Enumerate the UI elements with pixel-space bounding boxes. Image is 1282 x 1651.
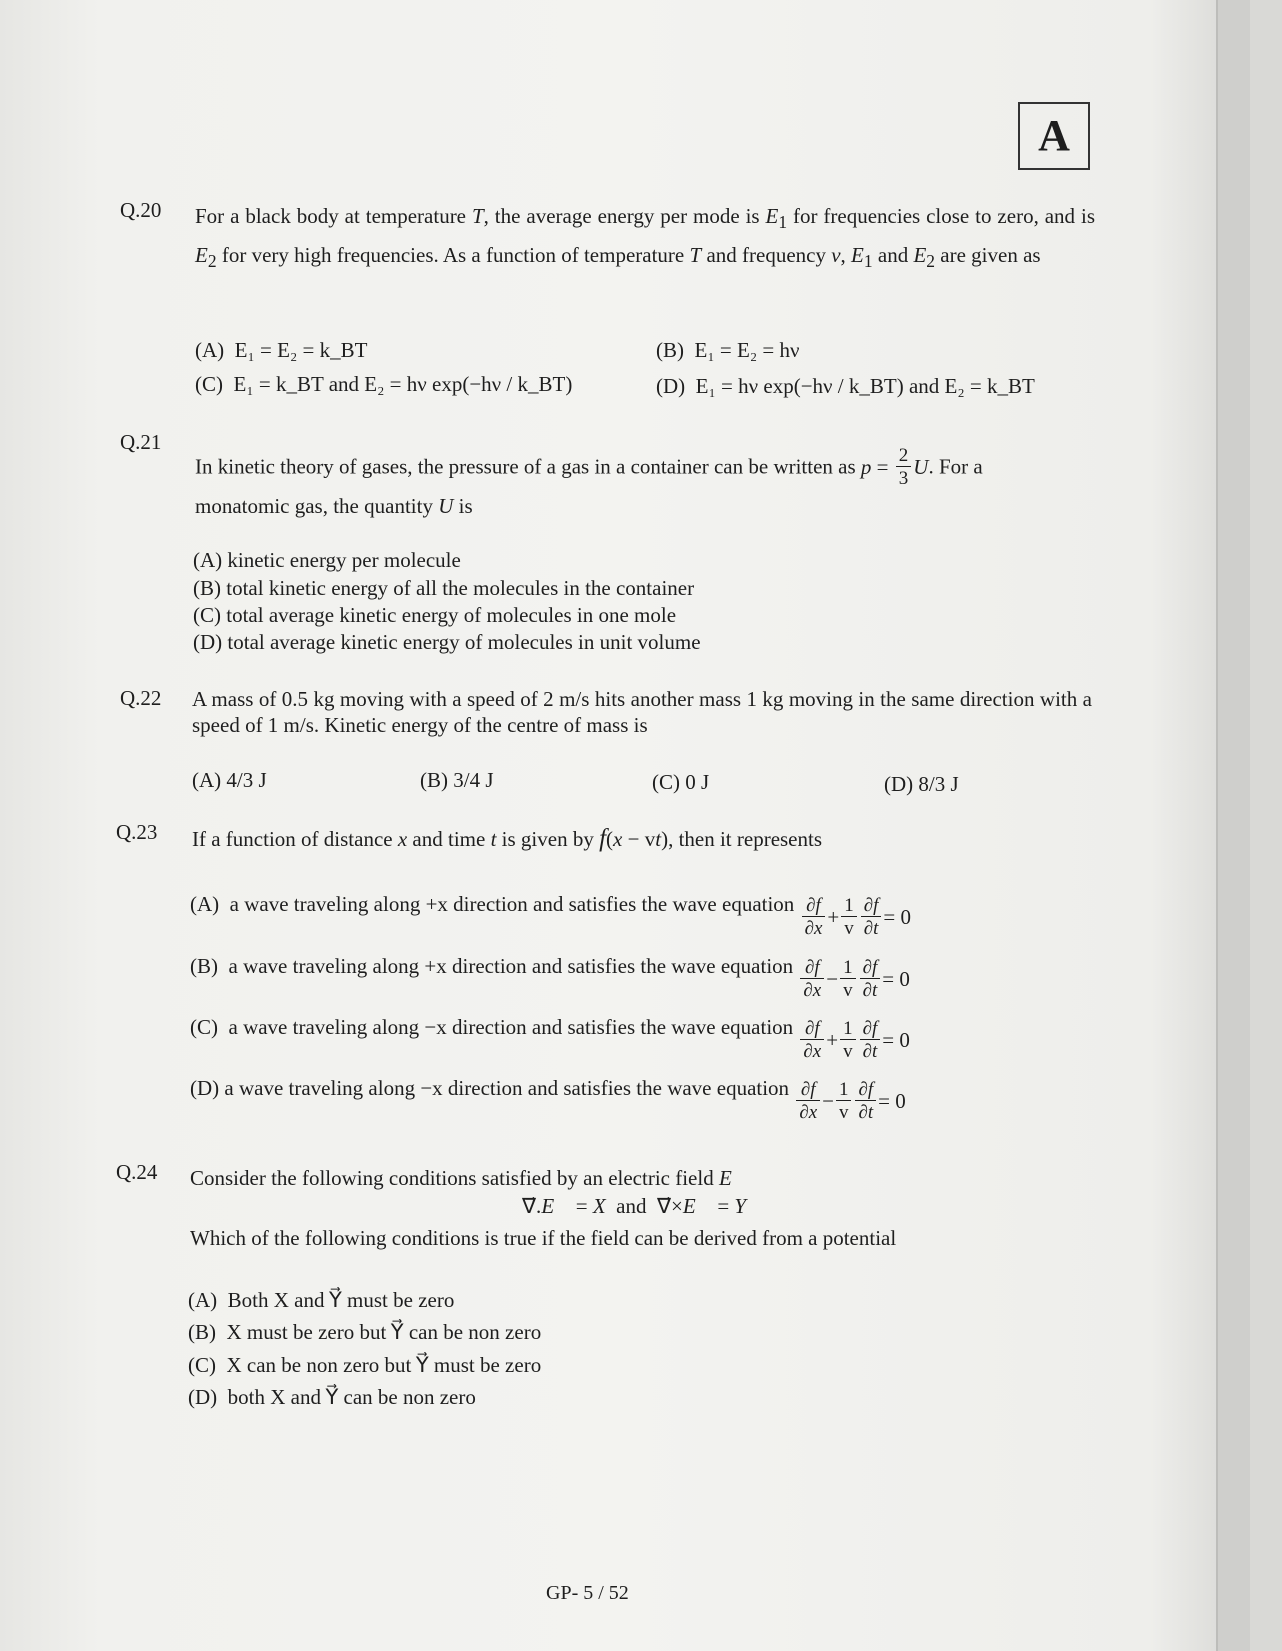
q21-option-a[interactable]: (A) kinetic energy per molecule <box>193 548 461 572</box>
question-21-stem: In kinetic theory of gases, the pressure of a gas in a container can be written as p = $\frac{2}{3}$ U . For a <box>195 445 983 489</box>
question-number-22: Q.22 <box>120 686 162 710</box>
q22-option-b[interactable]: (B) 3/4 J <box>420 768 494 792</box>
q23-option-a[interactable]: (A) a wave traveling along +x direction and satisfies the wave equation $\frac{\partial f}{\partial x}$ + $\frac{1}{v}$ $\frac{\partial f}{\partial t}$ = 0 <box>190 892 911 939</box>
q23-option-b[interactable]: (B) a wave traveling along +x direction and satisfies the wave equation $\frac{\partial f}{\partial x}$ − $\frac{1}{v}$ $\frac{\partial f}{\partial t}$ = 0 <box>190 954 910 1001</box>
q22-option-d[interactable]: (D) 8/3 J <box>884 772 959 796</box>
q20-option-d[interactable]: (D) E₁ = hν exp(−hν / k_BT) and E₂ = k_BT <box>656 374 1035 398</box>
page-edge <box>1216 0 1250 1651</box>
question-number-20: Q.20 <box>120 198 162 222</box>
q20-option-a[interactable]: (A) E₁ = E₂ = k_BT <box>195 338 368 362</box>
question-22-stem: A mass of 0.5 kg moving with a speed of 2 m/s hits another mass 1 kg moving in the same direction with a speed of 1 m/s. Kinetic energy of the centre of mass is <box>192 687 1092 737</box>
q20-option-c[interactable]: (C) E₁ = k_BT and E₂ = hν exp(−hν / k_BT) <box>195 372 573 396</box>
q21-option-d[interactable]: (D) total average kinetic energy of molecules in unit volume <box>193 630 701 654</box>
question-20-stem: For a black body at temperature T, the average energy per mode is $E_1$ for frequencies close to zero, and is $E_2$ for very high frequencies. As a function of temperature T and frequency ν, $E_1$ and $E_2$ are given as <box>195 204 1095 272</box>
question-number-23: Q.23 <box>116 820 158 844</box>
page-number-footer: GP- 5 / 52 <box>546 1582 629 1604</box>
q23-option-c[interactable]: (C) a wave traveling along −x direction and satisfies the wave equation $\frac{\partial f}{\partial x}$ + $\frac{1}{v}$ $\frac{\partial f}{\partial t}$ = 0 <box>190 1015 910 1062</box>
question-23-stem: If a function of distance x and time t is given by f(x − vt), then it represents <box>192 825 823 852</box>
q21-option-c[interactable]: (C) total average kinetic energy of molecules in one mole <box>193 603 677 627</box>
question-set-label: A <box>1018 102 1090 170</box>
question-24-stem: Consider the following conditions satisfied by an electric field E⃗ <box>190 1166 749 1190</box>
question-number-24: Q.24 <box>116 1160 158 1184</box>
q24-option-d[interactable]: (D) both X and Y⃗ can be non zero <box>188 1385 476 1409</box>
question-21-stem-line2: monatomic gas, the quantity U is <box>195 494 473 518</box>
q23-option-d[interactable]: (D) a wave traveling along −x direction and satisfies the wave equation $\frac{\partial f}{\partial x}$ − $\frac{1}{v}$ $\frac{\partial f}{\partial t}$ = 0 <box>190 1076 906 1123</box>
q22-option-c[interactable]: (C) 0 J <box>652 770 710 794</box>
question-24-condition: ∇⃗.E⃗ = X and ∇⃗×E⃗ = Y⃗ <box>522 1194 763 1218</box>
question-24-stem-line2: Which of the following conditions is true if the field can be derived from a potential <box>190 1226 897 1250</box>
q24-option-b[interactable]: (B) X must be zero but Y⃗ can be non zero <box>188 1320 542 1344</box>
q22-option-a[interactable]: (A) 4/3 J <box>192 768 267 792</box>
question-number-21: Q.21 <box>120 430 162 454</box>
q21-option-b[interactable]: (B) total kinetic energy of all the molecules in the container <box>193 576 695 600</box>
q24-option-c[interactable]: (C) X can be non zero but Y⃗ must be zero <box>188 1353 542 1377</box>
q24-option-a[interactable]: (A) Both X and Y⃗ must be zero <box>188 1288 455 1312</box>
q20-option-b[interactable]: (B) E₁ = E₂ = hν <box>656 338 800 362</box>
